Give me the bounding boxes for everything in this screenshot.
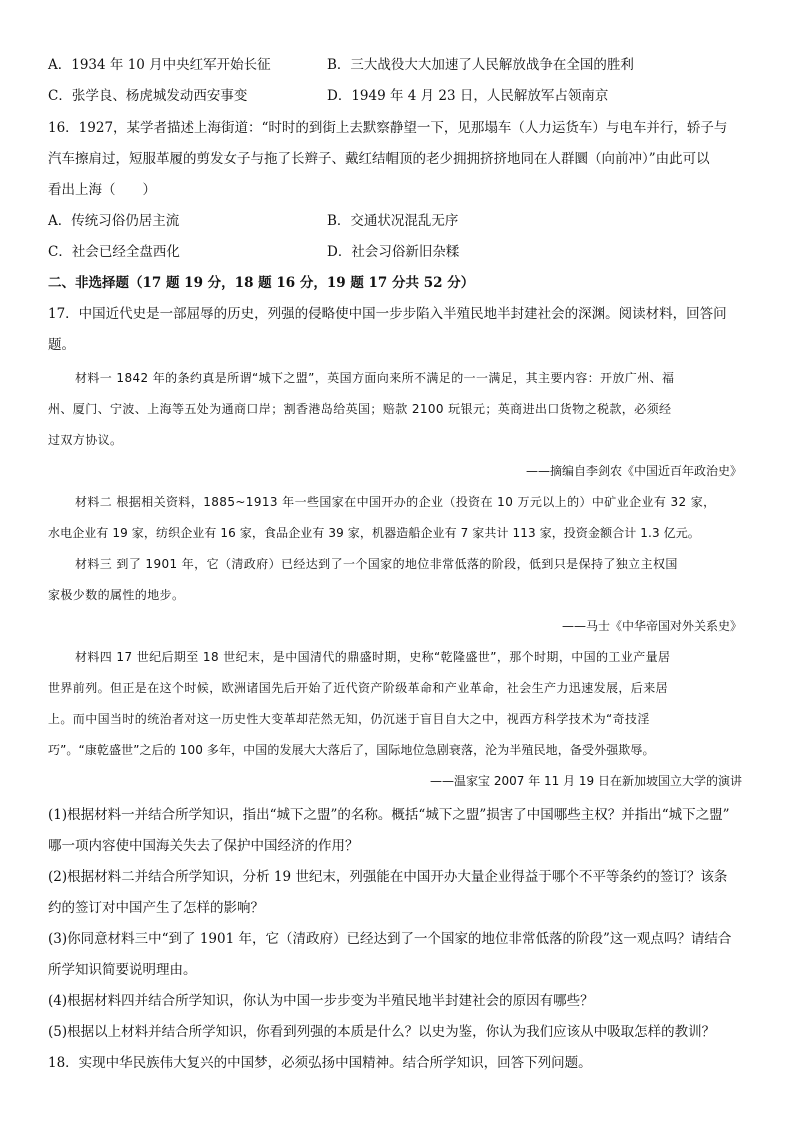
material1-line1: 材料一 1842 年的条约真是所谓“城下之盟”，英国方面向来所不满足的一一满足，其主要内容：开放广州、福	[75, 371, 675, 385]
material4-line3: 上。而中国当时的统治者对这一历史性大变革却茫然无知，仍沉迷于盲目自大之中，视西方科学技术为“奇技淫	[48, 712, 650, 726]
q18-stem: 18．实现中华民族伟大复兴的中国梦，必须弘扬中国精神。结合所学知识，回答下列问题。	[48, 1055, 592, 1071]
q17-sub4: (4)根据材料四并结合所学知识，你认为中国一步步变为半殖民地半封建社会的原因有哪些？	[48, 993, 594, 1009]
material1-source: ——摘编自李剑农《中国近百年政治史》	[525, 464, 742, 478]
material1-line2: 州、厦门、宁波、上海等五处为通商口岸；割香港岛给英国；赔款 2100 玩银元；英商进出口货物之税款，必须经	[48, 402, 672, 416]
q16-option-b: B．交通状况混乱无序	[327, 213, 459, 229]
q16-stem-line2: 汽车擦肩过，短服革履的剪发女子与拖了长辫子、戴红结帽顶的老少拥拥挤挤地同在人群圜（向前冲）”由此可以	[48, 151, 710, 167]
q15-option-b: B．三大战役大大加速了人民解放战争在全国的胜利	[327, 57, 634, 73]
q16-stem-line1: 16．1927，某学者描述上海街道：“时时的到街上去默察静望一下，见那塌车（人力运货车）与电车并行，轿子与	[48, 120, 728, 136]
q15-option-a: A．1934 年 10 月中央红军开始长征	[48, 57, 271, 73]
material4-line1: 材料四 17 世纪后期至 18 世纪末，是中国清代的鼎盛时期，史称“乾隆盛世”，那个时期，中国的工业产量居	[75, 650, 671, 664]
q17-stem-line1: 17．中国近代史是一部屈辱的历史，列强的侵略使中国一步步陷入半殖民地半封建社会的深渊。阅读材料，回答问	[48, 306, 727, 322]
material3-source: ——马士《中华帝国对外关系史》	[561, 619, 742, 633]
q16-stem-line3: 看出上海（ ）	[48, 182, 156, 198]
q16-option-c: C．社会已经全盘西化	[48, 244, 180, 260]
q17-stem-line2: 题。	[48, 337, 75, 353]
material4-line4: 巧”。“康乾盛世”之后的 100 多年，中国的发展大大落后了，国际地位急剧衰落，沦为半殖民地，备受外强欺辱。	[48, 743, 655, 757]
q17-sub3-line2: 所学知识简要说明理由。	[48, 962, 197, 978]
q15-option-c: C．张学良、杨虎城发动西安事变	[48, 88, 248, 104]
material3-line2: 家极少数的属性的地步。	[48, 588, 185, 602]
q17-sub2-line2: 约的签订对中国产生了怎样的影响？	[48, 900, 264, 916]
material2-line2: 水电企业有 19 家，纺织企业有 16 家，食品企业有 39 家，机器造船企业有 7 家共计 113 家，投资金额合计 1.3 亿元。	[48, 526, 700, 540]
q17-sub1-line2: 哪一项内容使中国海关失去了保护中国经济的作用？	[48, 838, 359, 854]
material3-line1: 材料三 到了 1901 年，它（清政府）已经达到了一个国家的地位非常低落的阶段，低到只是保持了独立主权国	[75, 557, 678, 571]
material4-source: ——温家宝 2007 年 11 月 19 日在新加坡国立大学的演讲	[430, 774, 742, 788]
q15-option-d: D．1949 年 4 月 23 日，人民解放军占领南京	[327, 88, 609, 104]
q17-sub2-line1: (2)根据材料二并结合所学知识，分析 19 世纪末，列强能在中国开办大量企业得益于哪个不平等条约的签订？该条	[48, 869, 728, 885]
q16-option-d: D．社会习俗新旧杂糅	[327, 244, 460, 260]
material4-line2: 世界前列。但正是在这个时候，欧洲诸国先后开始了近代资产阶级革命和产业革命，社会生产力迅速发展，后来居	[48, 681, 669, 695]
material1-line3: 过双方协议。	[48, 433, 123, 447]
section-heading: 二、非选择题（17 题 19 分，18 题 16 分，19 题 17 分共 52 分）	[48, 275, 475, 291]
q17-sub1-line1: (1)根据材料一并结合所学知识，指出“城下之盟”的名称。概括“城下之盟”损害了中国哪些主权？并指出“城下之盟”	[48, 807, 730, 823]
q17-sub5: (5)根据以上材料并结合所学知识，你看到列强的本质是什么？以史为鉴，你认为我们应该从中吸取怎样的教训？	[48, 1024, 716, 1040]
q16-option-a: A．传统习俗仍居主流	[48, 213, 180, 229]
q17-sub3-line1: (3)你同意材料三中“到了 1901 年，它（清政府）已经达到了一个国家的地位非常低落的阶段”这一观点吗？请结合	[48, 931, 732, 947]
material2-line1: 材料二 根据相关资料，1885~1913 年一些国家在中国开办的企业（投资在 10 万元以上的）中矿业企业有 32 家，	[75, 495, 716, 509]
